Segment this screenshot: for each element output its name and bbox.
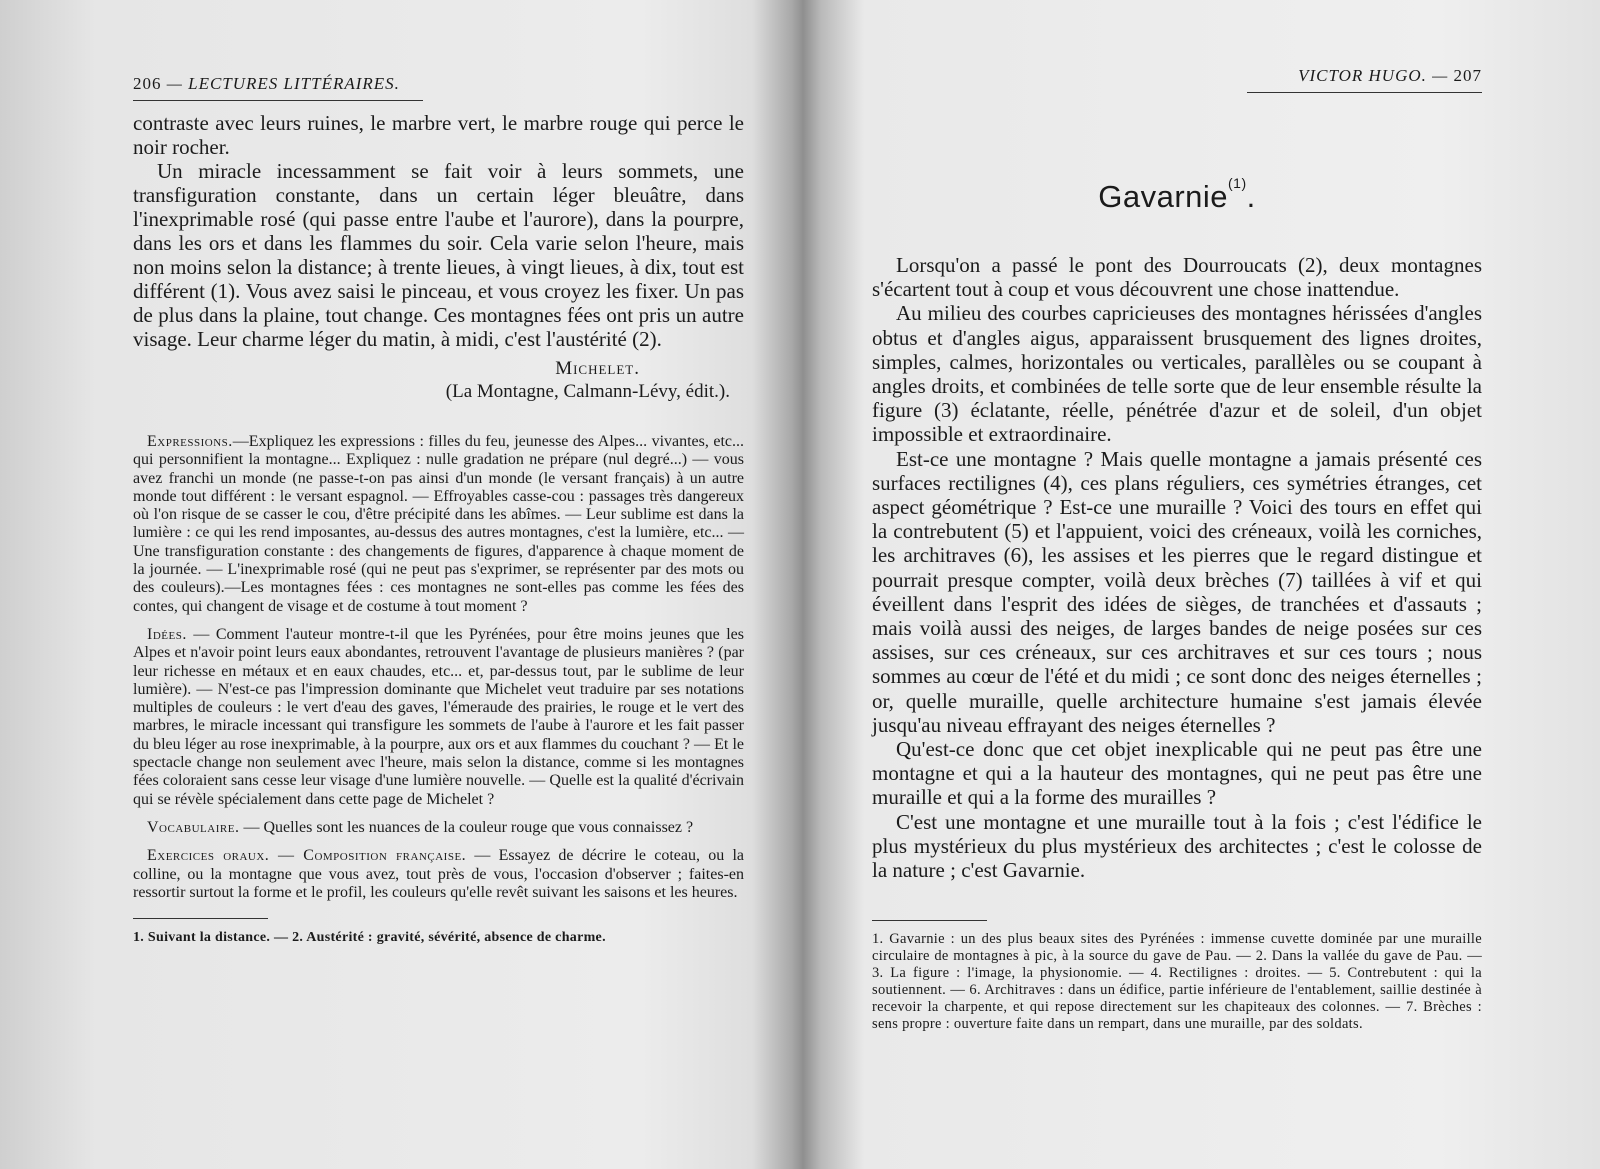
exercise-paragraph [133,433,744,616]
exercise-lead: Exercices oraux. — Composition française. [147,847,467,865]
paragraph: contraste avec leurs ruines, le marbre vert, le marbre rouge qui perce le noir rocher. [133,111,744,159]
chapter-title-end: . [1246,179,1256,214]
right-body-text [872,253,1482,882]
exercise-text: — Quelles sont les nuances de la couleur rouge que vous connaissez ? [239,818,694,836]
running-head-title-left: — LECTURES LITTÉRAIRES. [166,74,400,93]
exercise-lead: Vocabulaire. [147,818,240,836]
paragraph: Qu'est-ce donc que cet objet inexplicable qui ne peut pas être une montagne et qui a la hauteur des montagnes, qui ne peut pas être une muraille et qui a la forme des murailles ? [872,737,1482,810]
running-head-right [1247,66,1482,93]
author-name: Michelet. [555,358,640,379]
left-body-text [133,111,744,351]
exercise-text: — Comment l'auteur montre-t-il que les Pyrénées, pour être moins jeunes que les Alpes et n'avoir point leurs eaux abondantes, retrouvent l'avantage de plusieurs manières ? (par leur richesse en métaux et en eaux chaudes, etc... et, par-dessus tout, par le sublime de leur lumière). — N'est-ce pas l'impression dominante que Michelet veut traduire par ses notations multiples de couleurs : le vert d'eau des gaves, l'émeraude des prairies, le rouge et le vert des marbres, le miracle incessant qui transfigure les sommets de l'aube à l'aurore et les fait passer du bleu léger au rose inexprimable, à la pourpre, aux ors et aux flammes du couchant ? — Et le spectacle change non seulement avec l'heure, mais selon la distance, comme si les montagnes fées coloraient sans cesse leur visage d'une lumière nouvelle. — Quelle est la qualité d'écrivain qui se révèle spécialement dans cette page de Michelet ? [133,625,744,808]
footnotes-left: 1. Suivant la distance. — 2. Austérité : gravité, sévérité, absence de charme. [133,930,606,946]
exercise-paragraph [133,847,744,902]
paragraph: Au milieu des courbes capricieuses des montagnes hérissées d'angles obtus et d'angles aigus, apparaissent brusquement des lignes droites, simples, calmes, horizontales ou verticales, parallèles ou se coupant à angles droits, et combinées de telle sorte que de leur ensemble résulte la figure (3) éclatante, réelle, pénétrée d'azur et de soleil, d'un objet impossible et extraordinaire. [872,301,1482,447]
source-citation: (La Montagne, Calmann-Lévy, édit.). [445,381,730,402]
running-head-left [133,74,423,101]
paragraph: Est-ce une montagne ? Mais quelle montagne a jamais présenté ces surfaces rectilignes (4), ces plans réguliers, ces symétries étranges, cet aspect géométrique ? Est-ce une muraille ? Voici des tours en effet qui la contrebutent (5) et l'appuient, voici des créneaux, voilà les corniches, les architraves (6), les assises et les pierres que le regard distingue et pourrait presque compter, voilà deux brèches (7) taillées à vif et qui éveillent dans l'esprit des idées de sièges, de tranchées et d'assauts ; mais voilà aussi des neiges, de larges bandes de neige posées sur ces assises, sur ces créneaux, sur ces architraves et sur ces tours ; nous sommes au cœur de l'été et du midi ; ce sont donc des neiges éternelles ; or, quelle muraille, quelle architecture humaine s'est jamais élevée jusqu'au niveau effrayant des neiges éternelles ? [872,446,1482,737]
exercise-text: — Essayez de décrire le coteau, ou la colline, ou la montagne que vous avez, tout près de vous, l'occasion d'observer ; faites-en ressortir surtout la forme et le profil, les couleurs qu'elle revêt suivant les saisons et les heures. [133,847,744,901]
exercise-paragraph [133,819,744,837]
signature-block [133,357,744,403]
chapter-title [872,175,1482,215]
running-head-title-right: VICTOR HUGO. — [1298,66,1449,85]
paragraph: Lorsqu'on a passé le pont des Dourroucats (2), deux montagnes s'écartent tout à coup et vous découvrent une chose inattendue. [872,253,1482,302]
footnote-divider [133,918,268,919]
chapter-title-note: (1) [1228,175,1247,191]
footnote-divider [872,920,987,921]
chapter-title-text: Gavarnie [1098,179,1229,214]
right-page [820,0,1600,1169]
exercises-section [133,433,744,902]
page-number-right: 207 [1453,66,1482,85]
page-number-left: 206 [133,74,162,93]
footnotes-right: 1. Gavarnie : un des plus beaux sites des Pyrénées : immense cuvette dominée par une muraille circulaire de montagnes à pic, à la source du gave de Pau. — 2. Dans la vallée du gave de Pau. — 3. La figure : l'image, la physionomie. — 4. Rectilignes : droites. — 5. Contrebutent : qui la soutiennent. — 6. Architraves : dans un édifice, partie inférieure de l'entablement, saillie destinée à recevoir la charpente, et qui repose directement sur les chapiteaux des colonnes. — 7. Brèches : sens propre : ouverture faite dans un rempart, dans une muraille, par des soldats. [872,931,1482,1033]
exercise-text: —Expliquez les expressions : filles du feu, jeunesse des Alpes... vivantes, etc... qui personnifient la montagne... Expliquez : nulle gradation ne prépare (nul degré...) — vous avez franchi un monde (ne passe-t-on pas ainsi d'un monde (le versant français) à un autre monde tout différent : le versant espagnol. — Effroyables casse-cou : passages très dangereux où l'on risque de se casser le cou, d'être précipité dans les abîmes. — Leur sublime est dans la lumière : ce qui les rend imposantes, au-dessus des autres montagnes, c'est la lumière, etc... — Une transfiguration constante : des changements de figures, d'apparence à chaque moment de la journée. — L'inexprimable rosé (qui ne peut pas s'exprimer, se représenter par des mots ou des couleurs).—Les montagnes fées : ces montagnes ne sont-elles pas comme les fées des contes, qui changent de visage et de costume à tout moment ? [133,433,744,615]
exercise-lead: Expressions. [147,433,233,450]
exercise-paragraph [133,626,744,809]
paragraph: C'est une montagne et une muraille tout à la fois ; c'est l'édifice le plus mystérieux du plus mystérieux des architectes ; c'est le colosse de la nature ; c'est Gavarnie. [872,809,1482,883]
exercise-lead: Idées. [147,625,187,643]
paragraph: Un miracle incessamment se fait voir à leurs sommets, une transfiguration constante, dans un certain léger bleuâtre, dans l'inexprimable rosé (qui passe entre l'aube et l'aurore), dans la pourpre, dans les ors et dans les flammes du soir. Cela varie selon l'heure, mais non moins selon la distance; à trente lieues, à vingt lieues, à dix, tout est différent (1). Vous avez saisi le pinceau, et vous croyez les fixer. Un pas de plus dans la plaine, tout change. Ces montagnes fées ont pris un autre visage. Leur charme léger du matin, à midi, c'est l'austérité (2). [133,159,744,351]
